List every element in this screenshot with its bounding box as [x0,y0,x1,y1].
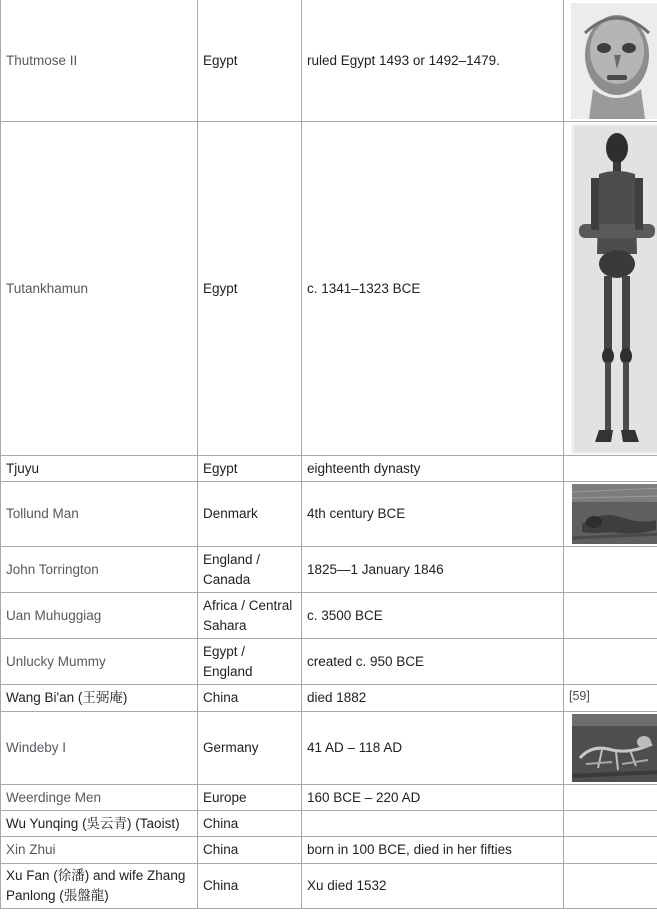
mummy-name-link[interactable]: Tollund Man [6,506,79,521]
empty-image-cell [564,864,657,909]
location-cell: Egypt [198,0,302,122]
location-cell: Egypt [198,456,302,482]
date-cell [302,811,564,837]
location-cell: China [198,837,302,864]
date-cell: c. 3500 BCE [302,593,564,639]
table-row [1,0,657,122]
mummy-name-link[interactable]: John Torrington [6,561,99,577]
table-row [1,482,657,547]
table-row [1,122,657,456]
date-cell: eighteenth dynasty [302,456,564,482]
mummy-name-link[interactable]: Xu Fan (徐潘) and wife Zhang Panlong (張盤龍) [6,868,186,903]
mummy-name-link[interactable]: Unlucky Mummy [6,653,106,669]
empty-image-cell [564,785,657,811]
location-cell: Europe [198,785,302,811]
bog-skeleton-photo[interactable] [572,714,657,782]
table-row [1,712,657,785]
mummy-head-photo[interactable] [571,3,657,119]
mummy-name-link[interactable]: Wu Yunqing (吳云青) (Taoist) [6,815,180,831]
date-cell: died 1882 [302,685,564,712]
table-row [1,837,657,864]
location-cell: China [198,864,302,909]
table-row [1,685,657,712]
date-cell: 41 AD – 118 AD [302,712,564,785]
table-row [1,547,657,593]
date-cell: 4th century BCE [302,482,564,547]
mummy-full-body-photo[interactable] [571,124,657,454]
mummy-name-link[interactable]: Tjuyu [6,460,40,476]
location-cell: Egypt [198,122,302,456]
empty-image-cell [564,811,657,837]
table-row [1,639,657,685]
mummy-name-link[interactable]: Windeby I [6,740,67,755]
location-cell: China [198,685,302,712]
date-cell: born in 100 BCE, died in her fifties [302,837,564,864]
bog-body-photo[interactable] [572,484,657,544]
table-row [1,811,657,837]
empty-image-cell [564,547,657,593]
location-cell: Egypt / England [198,639,302,685]
location-cell: England / Canada [198,547,302,593]
mummy-name-link[interactable]: Xin Zhui [6,842,56,857]
mummy-name-link[interactable]: Thutmose II [6,52,78,68]
table-row [1,864,657,909]
empty-image-cell [564,837,657,864]
citation-link[interactable]: [59] [569,689,590,703]
table-row [1,456,657,482]
location-cell: China [198,811,302,837]
date-cell: created c. 950 BCE [302,639,564,685]
date-cell: c. 1341–1323 BCE [302,122,564,456]
empty-image-cell [564,593,657,639]
mummy-name-link[interactable]: Tutankhamun [6,280,89,296]
location-cell: Germany [198,712,302,785]
date-cell: 160 BCE – 220 AD [302,785,564,811]
location-cell: Africa / Central Sahara [198,593,302,639]
empty-image-cell [564,456,657,482]
date-cell: 1825—1 January 1846 [302,547,564,593]
empty-image-cell [564,639,657,685]
date-cell: Xu died 1532 [302,864,564,909]
mummy-name-link[interactable]: Wang Bi'an (王弼庵) [6,690,128,705]
location-cell: Denmark [198,482,302,547]
mummy-name-link[interactable]: Weerdinge Men [6,789,102,805]
table-row [1,785,657,811]
date-cell: ruled Egypt 1493 or 1492–1479. [302,0,564,122]
table-row [1,593,657,639]
mummy-name-link[interactable]: Uan Muhuggiag [6,607,102,623]
